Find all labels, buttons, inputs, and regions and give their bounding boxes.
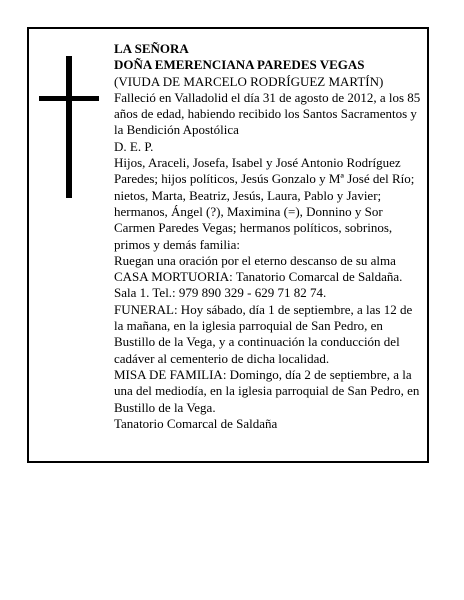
dep-abbreviation: D. E. P. — [114, 138, 154, 154]
family-list: Hijos, Araceli, Josefa, Isabel y José Antonio Rodríguez Paredes; hijos políticos, Jesús Gonzalo y Mª José del Río; nietos, Marta, Beatriz, Jesús, Laura, Pablo y Javier; hermanos, Ángel (?), Maximina (=), Donnino y Sor Carmen Paredes Vegas; hermanos políticos, sobrinos, primos y demás familia: — [114, 155, 415, 252]
mortuary-house: CASA MORTUORIA: Tanatorio Comarcal de Saldaña. Sala 1. Tel.: 979 890 329 - 629 71 82 74. — [114, 269, 403, 301]
obituary-notice — [27, 27, 429, 463]
cross-vertical-bar — [66, 56, 72, 198]
cross-horizontal-bar — [39, 96, 99, 101]
funeral-details: FUNERAL: Hoy sábado, día 1 de septiembre, a las 12 de la mañana, en la iglesia parroquial de San Pedro, en Bustillo de la Vega, y a continuación la conducción del cadáver al cementerio de dicha localidad. — [114, 301, 413, 366]
notice-signature: Tanatorio Comarcal de Saldaña — [114, 415, 278, 431]
family-mass-details: MISA DE FAMILIA: Domingo, día 2 de septiembre, a la una del mediodía, en la iglesia parroquial de San Pedro, en Bustillo de la Vega. — [114, 366, 420, 415]
prayer-request: Ruegan una oración por el eterno descanso de su alma — [114, 252, 396, 268]
notice-title-line1: LA SEÑORA — [114, 41, 189, 56]
widow-of: (VIUDA DE MARCELO RODRÍGUEZ MARTÍN) — [114, 73, 384, 89]
notice-text — [114, 41, 422, 432]
death-announcement: Falleció en Valladolid el día 31 de agosto de 2012, a los 85 años de edad, habiendo recibido los Santos Sacramentos y la Bendición Apostólica — [114, 89, 421, 138]
deceased-name: DOÑA EMERENCIANA PAREDES VEGAS — [114, 57, 365, 73]
cross-icon — [39, 56, 99, 198]
